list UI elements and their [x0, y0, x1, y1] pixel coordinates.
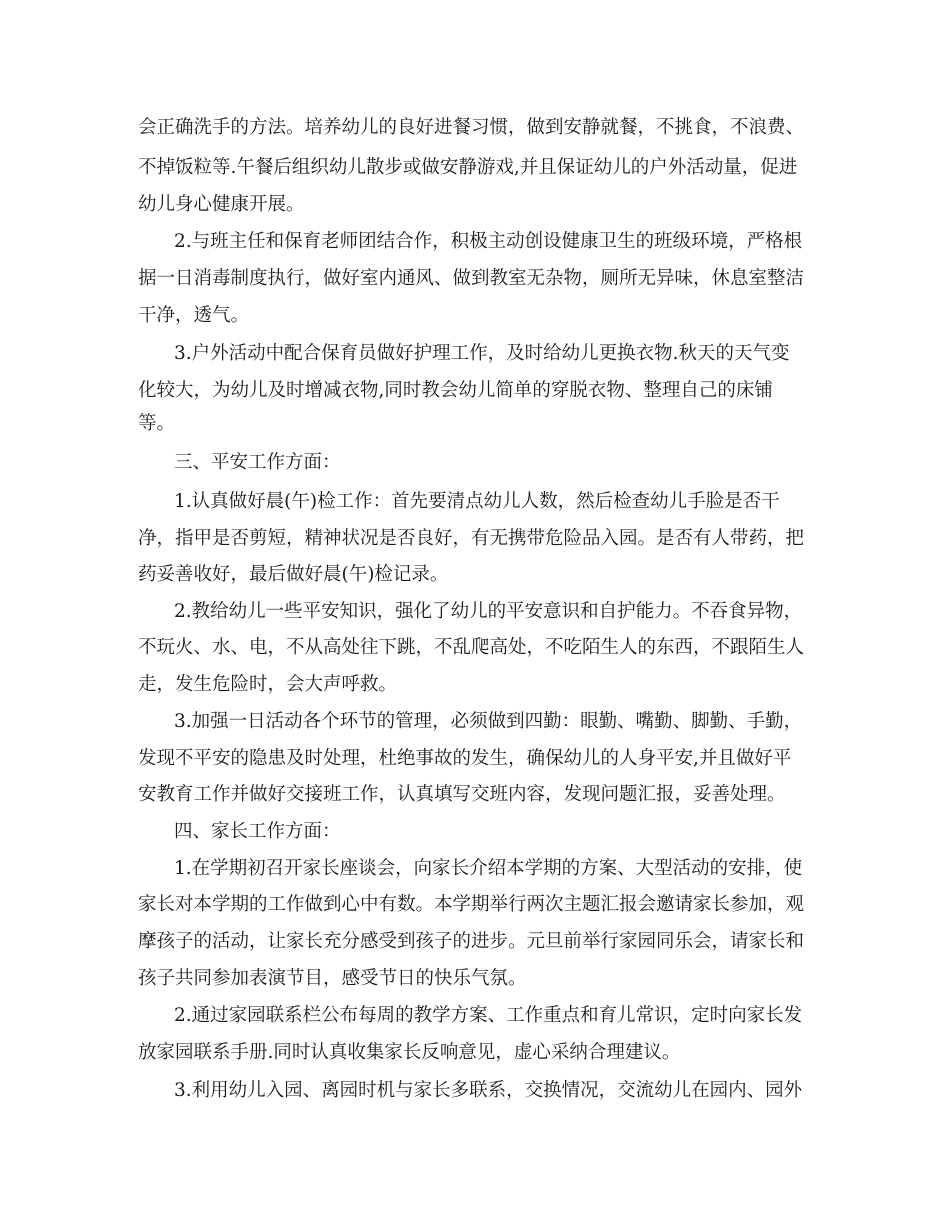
- text-line: 孩子共同参加表演节目，感受节日的快乐气氛。: [138, 968, 527, 989]
- text-line: 2.教给幼儿一些平安知识，强化了幼儿的平安意识和自护能力。不吞食异物，: [174, 601, 803, 622]
- text-line: 3.加强一日活动各个环节的管理，必须做到四勤：眼勤、嘴勤、脚勤、手勤，: [174, 711, 803, 732]
- text-line: 3.户外活动中配合保育员做好护理工作，及时给幼儿更换衣物.秋天的天气变: [174, 343, 790, 364]
- text-line: 安教育工作并做好交接班工作，认真填写交班内容，发现问题汇报，妥善处理。: [138, 784, 786, 805]
- text-line: 1.认真做好晨(午)检工作：首先要清点幼儿人数，然后检查幼儿手脸是否干: [174, 491, 780, 512]
- text-line: 等。: [138, 413, 176, 434]
- text-line: 2.通过家园联系栏公布每周的教学方案、工作重点和育儿常识，定时向家长发: [174, 1005, 803, 1026]
- text-line: 2.与班主任和保育老师团结合作，积极主动创设健康卫生的班级环境，严格根: [174, 231, 803, 252]
- text-line: 药妥善收好，最后做好晨(午)检记录。: [138, 564, 449, 585]
- text-line: 据一日消毒制度执行，做好室内通风、做到教室无杂物，厕所无异味，休息室整洁: [138, 268, 805, 289]
- text-line: 走，发生危险时，会大声呼救。: [138, 674, 398, 695]
- text-line: 幼儿身心健康开展。: [138, 194, 305, 215]
- text-line: 发现不平安的隐患及时处理，杜绝事故的发生，确保幼儿的人身平安,并且做好平: [138, 748, 792, 769]
- text-line: 会正确洗手的方法。培养幼儿的良好进餐习惯，做到安静就餐，不挑食，不浪费、: [138, 117, 805, 138]
- text-line: 不玩火、水、电，不从高处往下跳，不乱爬高处，不吃陌生人的东西，不跟陌生人: [138, 637, 805, 658]
- text-line: 干净，透气。: [138, 305, 250, 326]
- text-line: 1.在学期初召开家长座谈会，向家长介绍本学期的方案、大型活动的安排，使: [174, 858, 803, 879]
- text-line: 化较大，为幼儿及时增减衣物,同时教会幼儿简单的穿脱衣物、整理自己的床铺: [138, 380, 773, 401]
- text-line: 净，指甲是否剪短，精神状况是否良好，有无携带危险品入园。是否有人带药，把: [138, 528, 805, 549]
- text-line: 放家园联系手册.同时认真收集家长反响意见，虚心采纳合理建议。: [138, 1042, 681, 1063]
- text-line: 家长对本学期的工作做到心中有数。本学期举行两次主题汇报会邀请家长参加，观: [138, 894, 805, 915]
- text-line: 3.利用幼儿入园、离园时机与家长多联系，交换情况，交流幼儿在园内、园外: [174, 1080, 803, 1101]
- section-heading: 四、家长工作方面：: [174, 821, 341, 842]
- text-line: 摩孩子的活动，让家长充分感受到孩子的进步。元旦前举行家园同乐会，请家长和: [138, 931, 805, 952]
- section-heading: 三、平安工作方面：: [174, 452, 341, 473]
- text-line: 不掉饭粒等.午餐后组织幼儿散步或做安静游戏,并且保证幼儿的户外活动量，促进: [138, 157, 798, 178]
